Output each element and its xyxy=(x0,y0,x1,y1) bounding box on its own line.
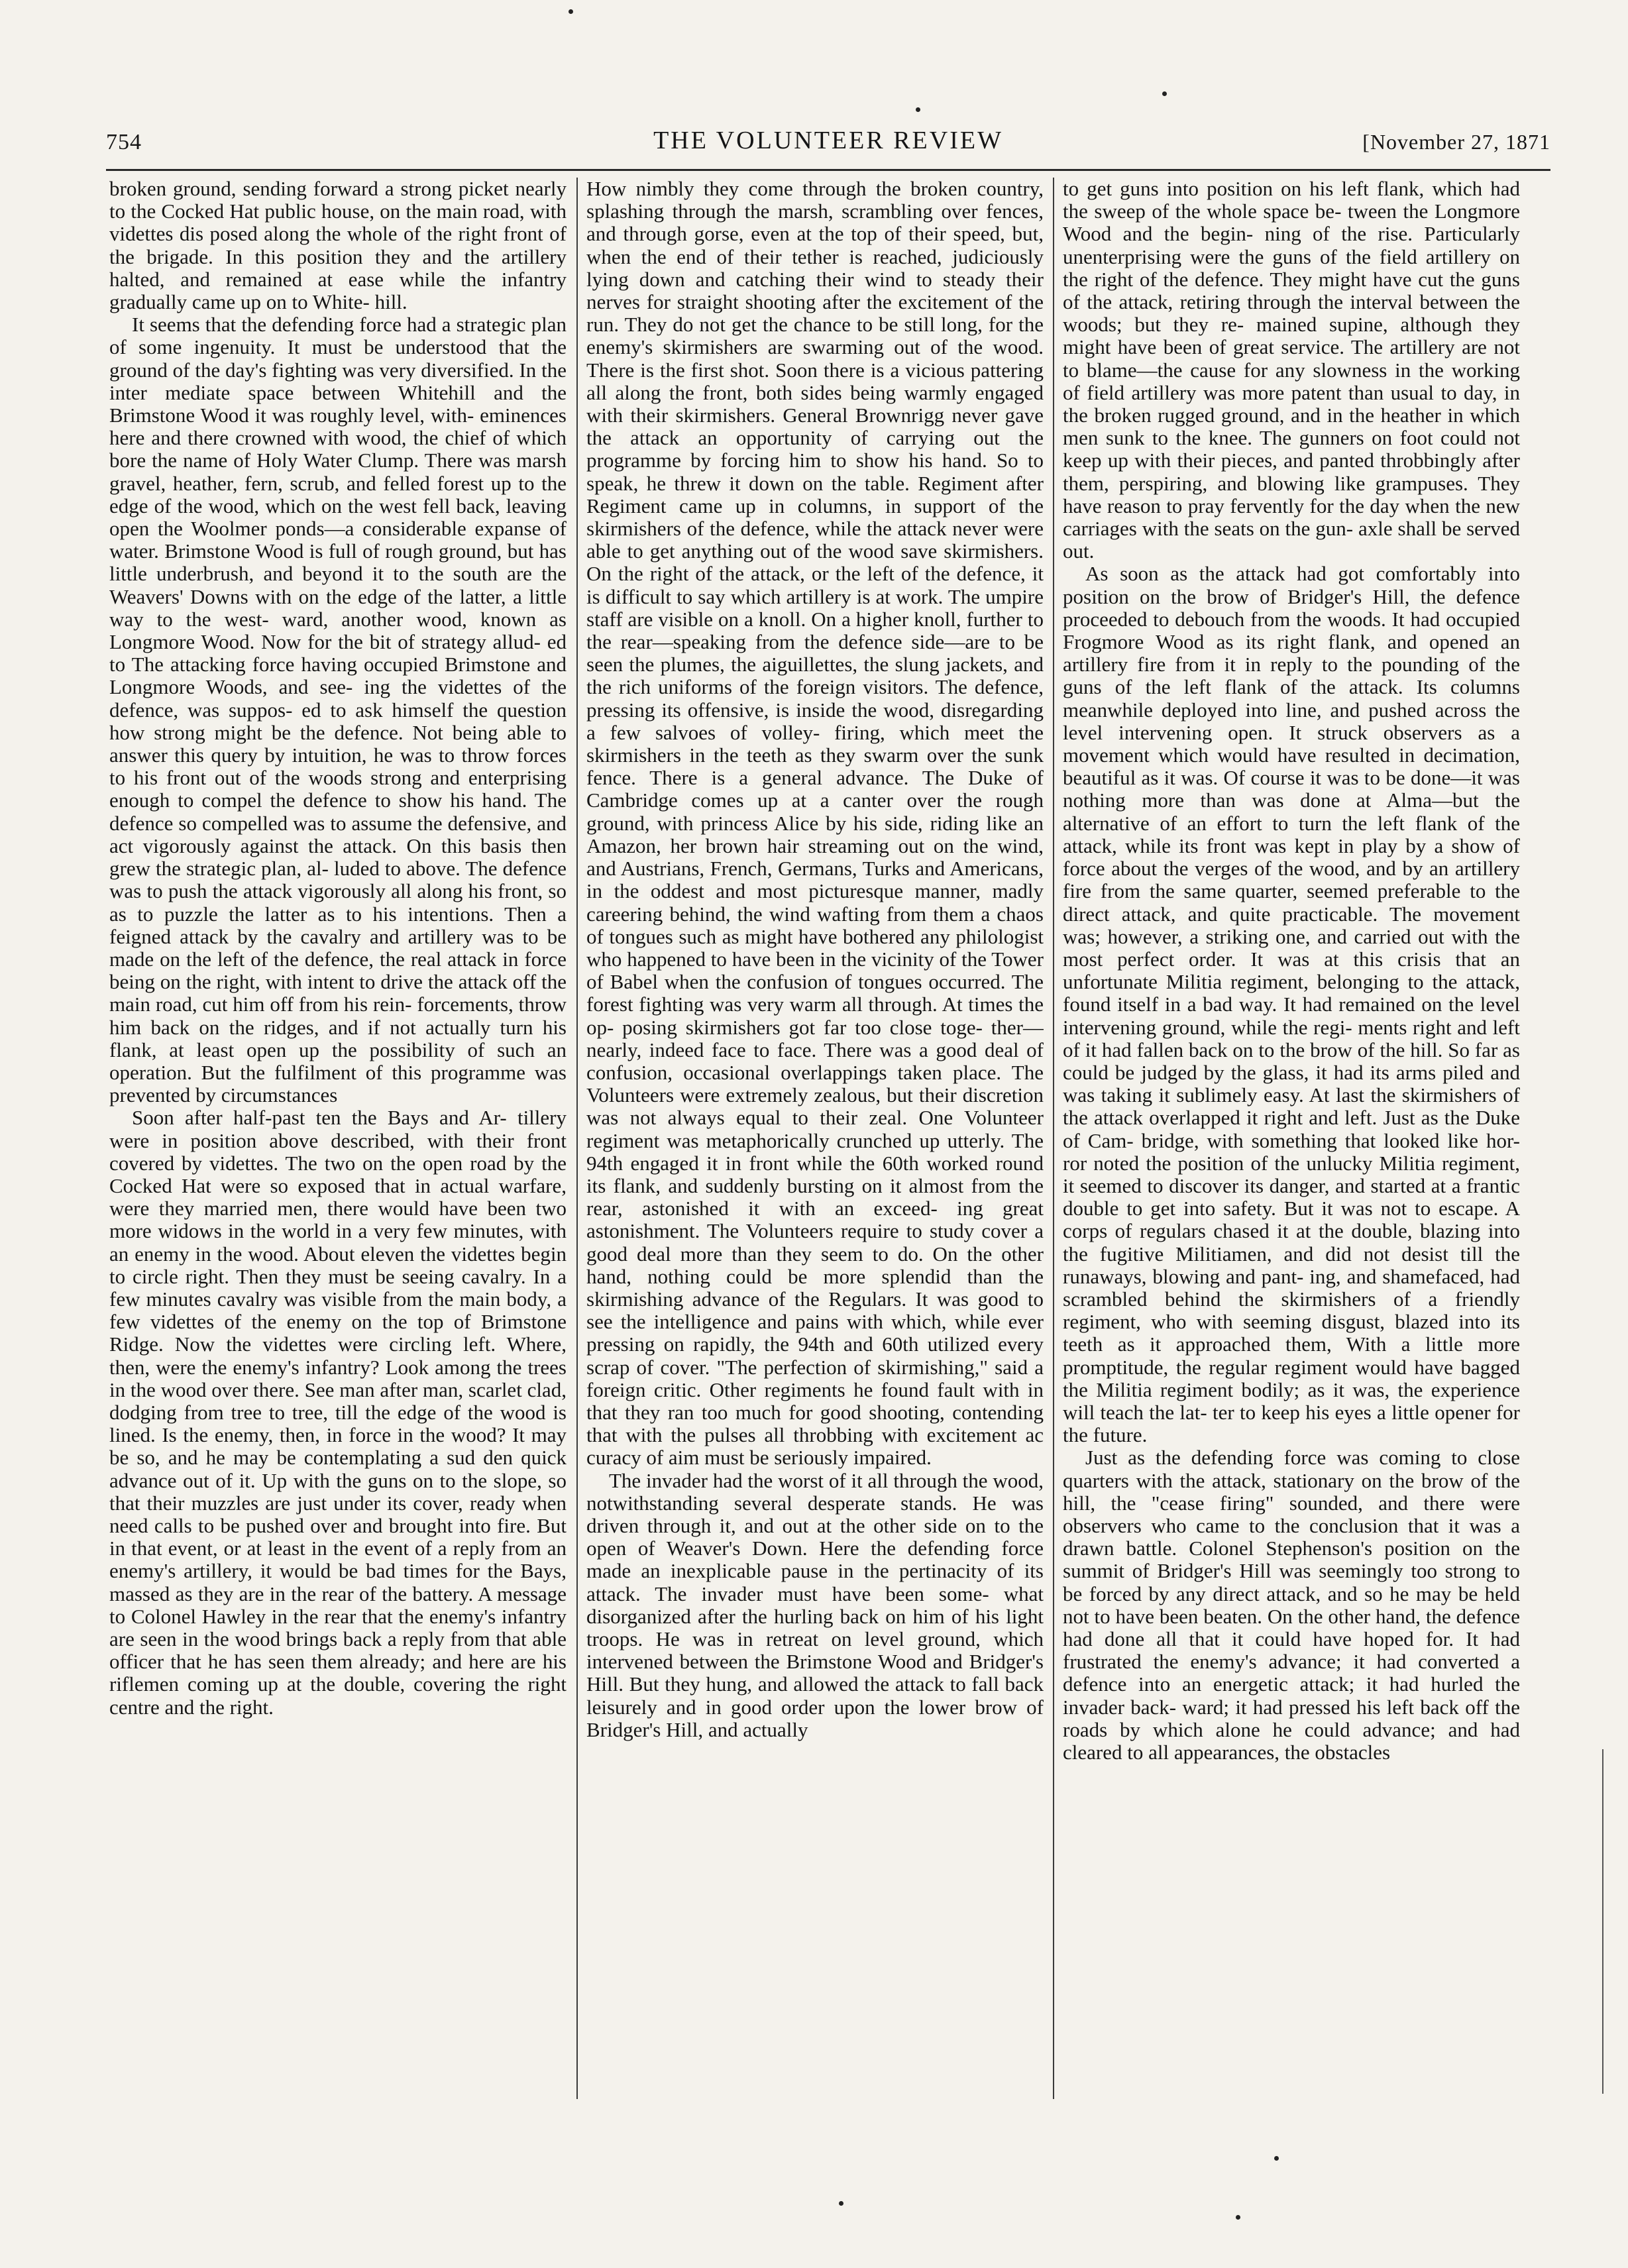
text-column-2 xyxy=(586,178,1044,2099)
paragraph: Just as the defending force was coming to close quarters with the attack, stationary on the brow of the hill, the "cease firing" sounded, and there were observers who came to the conclusion that it was a drawn battle. Colonel Stephenson's position on the summit of Bridger's Hill was seemingly too strong to be forced by any direct attack, and so he may be held not to have been beaten. On the other hand, the defence had done all that it could have hoped for. It had frustrated the enemy's advance; it had converted a defence into an energetic attack; it had hurled the invader back- ward; it had pressed his left back off the roads by which alone he could advance; and had cleared to all appearances, the obstacles xyxy=(1063,1446,1520,1764)
paragraph: Soon after half-past ten the Bays and Ar- tillery were in position above described, with their front covered by videttes. The two on the open road by the Cocked Hat were so exposed that in actual warfare, were they married men, there would have been two more widows in the world in a very few minutes, with an enemy in the wood. About eleven the videttes begin to circle right. Then they must be seeing cavalry. In a few minutes cavalry was visible from the main body, a few videttes of the enemy on the top of Brimstone Ridge. Now the videttes were circling left. Where, then, were the enemy's infantry? Look among the trees in the wood over there. See man after man, scarlet clad, dodging from tree to tree, till the edge of the wood is lined. Is the enemy, then, in force in the wood? It may be so, and he may be contemplating a sud den quick advance out of it. Up with the guns on to the slope, so that their muzzles are just under its cover, ready when need calls to be pushed over and brought into fire. But in that event, or at least in the event of a reply from an enemy's artillery, it would be bad times for the Bays, massed as they are in the rear of the battery. A message to Colonel Hawley in the rear that the enemy's infantry are seen in the wood brings back a reply from that able officer that he has seen them already; and here are his riflemen coming up at the double, covering the right centre and the right. xyxy=(109,1106,567,1719)
paragraph: As soon as the attack had got comfortably into position on the brow of Bridger's Hill, the defence proceeded to debouch from the woods. It had occupied Frogmore Wood as its right flank, and opened an artillery fire from it in reply to the pounding of the guns of the left flank of the attack. Its columns meanwhile deployed into line, and pushed across the level intervening open. It struck observers as a movement which would have resulted in decimation, beautiful as it was. Of course it was to be done—it was nothing more than was done at Alma—but the alternative of an effort to turn the left flank of the attack, while its front was kept in play by a show of force about the verges of the wood, and by an artillery fire from the same quarter, seemed preferable to the direct attack, and quite practicable. The movement was; however, a striking one, and carried out with the most perfect order. It was at this crisis that an unfortunate Militia regiment, belonging to the attack, found itself in a bad way. It had remained on the level intervening ground, while the regi- ments right and left of it had fallen back on to the brow of the hill. So far as could be judged by the glass, it had its arms piled and was taking it sublimely easy. At last the skirmishers of the attack overlapped it right and left. Just as the Duke of Cam- bridge, with something that looked like hor- ror noted the position of the unlucky Militia regiment, it seemed to discover its danger, and started at a frantic double to get into safety. But it was not to escape. A corps of regulars chased it at the double, blazing into the fugitive Militiamen, and did not desist till the runaways, blowing and pant- ing, and shamefaced, had scrambled behind the skirmishers of a friendly regiment, who with seeming disgust, blazed into its teeth as it approached them, With a little more promptitude, the regular regiment would have bagged the Militia regiment bodily; as it was, the experience will teach the lat- ter to keep his eyes a little opener for the future. xyxy=(1063,562,1520,1447)
ink-speck xyxy=(1162,91,1167,96)
column-divider xyxy=(1053,178,1054,2099)
page-number: 754 xyxy=(106,130,142,154)
margin-mark xyxy=(1602,1749,1603,2094)
paragraph: How nimbly they come through the broken country, splashing through the marsh, scrambling over fences, and through gorse, even at the top of their speed, but, when the end of their tether is reached, judiciously lying down and catching their wind to steady their nerves for straight shooting after the excitement of the run. They do not get the chance to be still long, for the enemy's skirmishers are swarming out of the wood. There is the first shot. Soon there is a vicious pattering all along the front, both sides being warmly engaged with their skirmishers. General Brownrigg never gave the attack an opportunity of carrying out the programme by forcing him to show his hand. So to speak, he threw it down on the table. Regiment after Regiment came up in columns, in support of the skirmishers of the defence, while the attack never were able to get anything out of the wood save skirmishers. On the right of the attack, or the left of the defence, it is difficult to say which artillery is at work. The umpire staff are visible on a knoll. On a higher knoll, further to the rear—speaking from the defence side—are to be seen the plumes, the aiguillettes, the slung jackets, and the rich uniforms of the foreign visitors. The defence, pressing its offensive, is inside the wood, disregarding a few salvoes of volley- firing, which meet the skirmishers in the teeth as they swarm over the sunk fence. There is a general advance. The Duke of Cambridge comes up at a canter over the rough ground, with princess Alice by his side, riding like an Amazon, her brown hair streaming out on the wind, and Austrians, French, Germans, Turks and Americans, in the oddest and most picturesque manner, madly careering behind, the wind wafting from them a chaos of tongues such as might have bothered any philologist who happened to have been in the vicinity of the Tower of Babel when the confusion of tongues occurred. The forest fighting was very warm all through. At times the op- posing skirmishers got far too close toge- ther—nearly, indeed face to face. There was a good deal of confusion, occasional overlappings taken place. The Volunteers were extremely zealous, but their discretion was not always equal to their zeal. One Volunteer regiment was metaphorically crunched up utterly. The 94th engaged it in front while the 60th worked round its flank, and suddenly bursting on it almost from the rear, astonished it with an exceed- ing great astonishment. The Volunteers require to study cover a good deal more than they seem to do. On the other hand, nothing could be more splendid than the skirmishing advance of the Regulars. It was good to see the intelligence and pains with which, while ever pressing on rapidly, the 94th and 60th utilized every scrap of cover. "The perfection of skirmishing," said a foreign critic. Other regiments he found fault with in that they ran too much for good shooting, contending that with the pulses all throbbing with excitement ac curacy of aim must be seriously impaired. xyxy=(586,178,1044,1470)
column-divider xyxy=(576,178,578,2099)
ink-speck xyxy=(916,107,920,112)
page-header xyxy=(106,125,1550,164)
paragraph: The invader had the worst of it all through the wood, notwithstanding several desperate stands. He was driven through it, and out at the other side on to the open of Weaver's Down. Here the defending force made an inexplicable pause in the pertinacity of its attack. The invader must have been some- what disorganized after the hurling back on him of his light troops. He was in retreat on level ground, which intervened between the Brimstone Wood and Bridger's Hill. But they hung, and allowed the attack to fall back leisurely and in good order upon the lower brow of Bridger's Hill, and actually xyxy=(586,1468,1044,1741)
ink-speck xyxy=(569,9,573,14)
text-column-1 xyxy=(109,178,567,2099)
paragraph: to get guns into position on his left flank, which had the sweep of the whole space be- tween the Longmore Wood and the begin- ning of the rise. Particularly unenterprising were the guns of the field artillery on the right of the defence. They might have cut the guns of the attack, retiring through the interval between the woods; but they re- mained supine, although they might have been of great service. The artillery are not to blame—the cause for any slowness in the working of field artillery was more patent than usual to day, in the broken rugged ground, and in the heather in which men sunk to the knee. The gunners on foot could not keep up with their pieces, and panted throbbingly after them, perspiring, and blowing like grampuses. They have reason to pray fervently for the day when the new carriages with the seats on the gun- axle shall be served out. xyxy=(1063,178,1520,563)
text-column-3 xyxy=(1063,178,1520,2099)
publication-title: THE VOLUNTEER REVIEW xyxy=(653,127,1003,154)
header-rule xyxy=(106,169,1550,171)
paragraph: It seems that the defending force had a strategic plan of some ingenuity. It must be understood that the ground of the day's fighting was very diversified. In the inter mediate space between Whitehill and the Brimstone Wood it was roughly level, with- eminences here and there crowned with wood, the chief of which bore the name of Holy Water Clump. There was marsh gravel, heather, fern, scrub, and felled forest up to the edge of the wood, which on the west fell back, leaving open the Woolmer ponds—a considerable expanse of water. Brimstone Wood is full of rough ground, but has little underbrush, and beyond it to the south are the Weavers' Downs with on the edge of the latter, a little way to the west- ward, another wood, known as Longmore Wood. Now for the bit of strategy allud- ed to The attacking force having occupied Brimstone and Longmore Woods, and see- ing the videttes of the defence, was suppos- ed to ask himself the question how strong might be the defence. Not being able to answer this query by intuition, he was to throw forces to his front out of the woods strong and enterprising enough to compel the defence to show his hand. The defence so compelled was to assume the defensive, and act vigorously against the attack. On this basis then grew the strategic plan, al- luded to above. The defence was to push the attack vigorously all along his front, so as to puzzle the latter as to his intentions. Then a feigned attack by the cavalry and artillery was to be made on the left of the defence, the real attack in force being on the right, with intent to drive the attack off the main road, cut him off from his rein- forcements, throw him back on the ridges, and if not actually turn his flank, at least open up the possibility of such an operation. But the fulfilment of this programme was prevented by circumstances xyxy=(109,313,567,1107)
ink-speck xyxy=(1236,2215,1240,2220)
paragraph: broken ground, sending forward a strong picket nearly to the Cocked Hat public house, on the main road, with videttes dis posed along the whole of the right front of the brigade. In this position they and the artillery halted, and remained at ease while the infantry gradually came up on to White- hill. xyxy=(109,178,567,314)
ink-speck xyxy=(1274,2156,1279,2161)
issue-date: [November 27, 1871 xyxy=(1362,130,1550,154)
ink-speck xyxy=(839,2201,843,2206)
